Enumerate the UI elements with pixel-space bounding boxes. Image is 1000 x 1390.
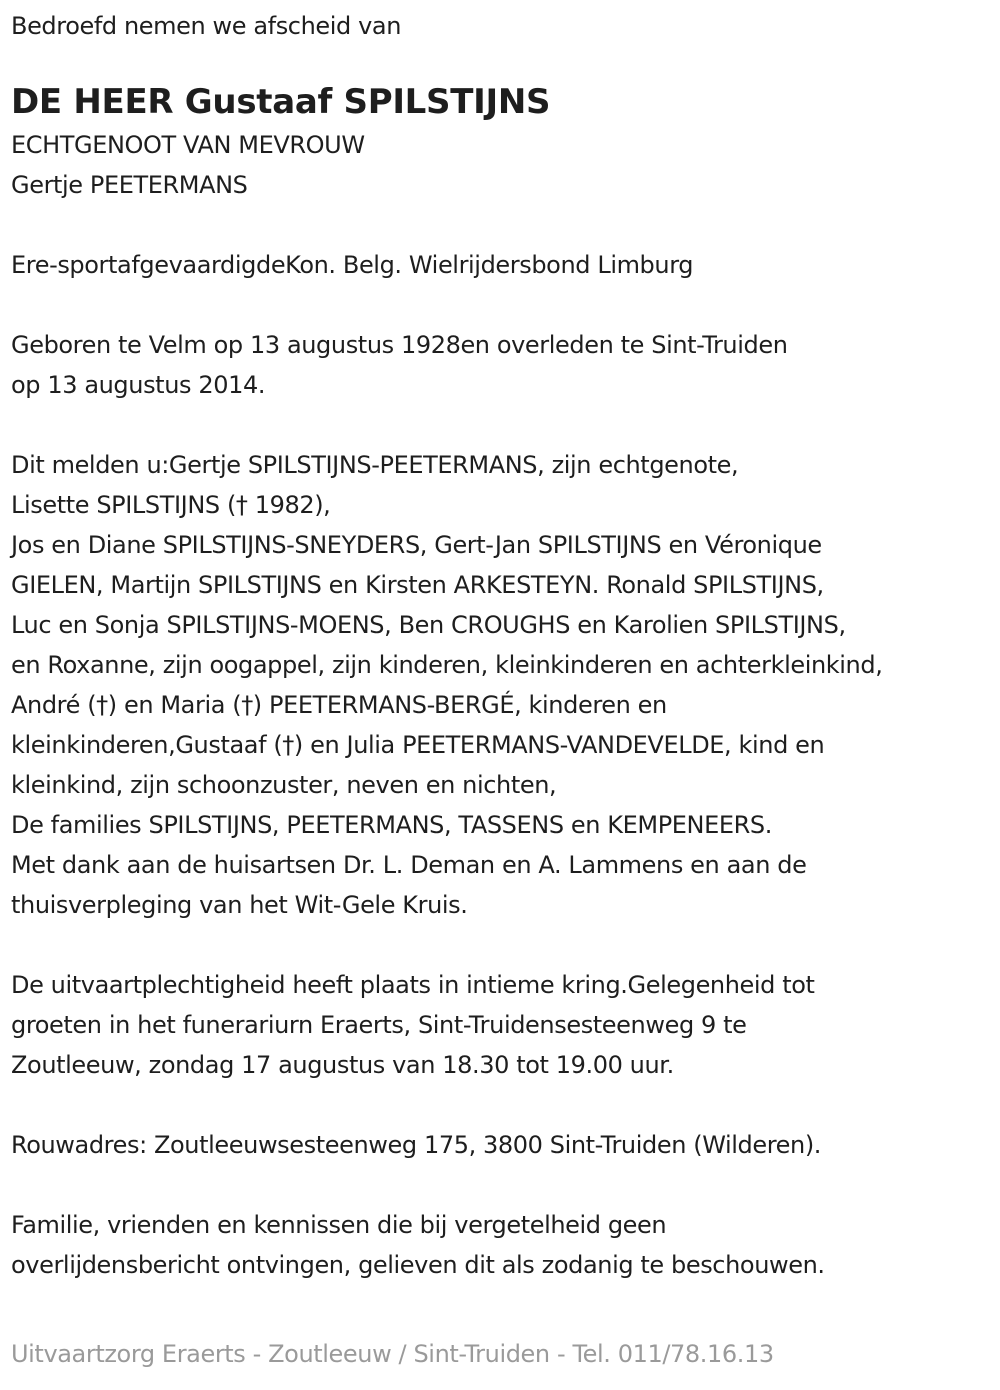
announcer-line: De families SPILSTIJNS, PEETERMANS, TASSENS en KEMPENEERS. — [11, 811, 772, 839]
announcer-line: kleinkind, zijn schoonzuster, neven en nichten, — [11, 771, 557, 799]
mourning-address: Rouwadres: Zoutleeuwsesteenweg 175, 3800 Sint-Truiden (Wilderen). — [11, 1131, 822, 1159]
closing-line: Familie, vrienden en kennissen die bij vergetelheid geen — [11, 1211, 667, 1239]
ceremony-line: groeten in het funerariurn Eraerts, Sint-Truidensesteenweg 9 te — [11, 1011, 747, 1039]
announcer-line: en Roxanne, zijn oogappel, zijn kinderen, kleinkinderen en achterkleinkind, — [11, 651, 883, 679]
honorary-title: Ere-sportafgevaardigdeKon. Belg. Wielrijdersbond Limburg — [11, 251, 694, 279]
announcer-line: Met dank aan de huisartsen Dr. L. Deman en A. Lammens en aan de — [11, 851, 807, 879]
announcer-line: Dit melden u:Gertje SPILSTIJNS-PEETERMANS, zijn echtgenote, — [11, 451, 739, 479]
spacer — [11, 405, 996, 445]
ceremony-line: De uitvaartplechtigheid heeft plaats in intieme kring.Gelegenheid tot — [11, 971, 815, 999]
announcer-line: André (†) en Maria (†) PEETERMANS-BERGÉ, kinderen en — [11, 691, 667, 719]
spacer — [11, 1085, 996, 1125]
ceremony-line: Zoutleeuw, zondag 17 augustus van 18.30 tot 19.00 uur. — [11, 1051, 674, 1079]
announcer-line: Luc en Sonja SPILSTIJNS-MOENS, Ben CROUGHS en Karolien SPILSTIJNS, — [11, 611, 846, 639]
spouse-line-1: ECHTGENOOT VAN MEVROUW — [11, 131, 365, 159]
announcer-line: thuisverpleging van het Wit-Gele Kruis. — [11, 891, 468, 919]
funeral-home-footer: Uitvaartzorg Eraerts - Zoutleeuw / Sint-Truiden - Tel. 011/78.16.13 — [11, 1340, 774, 1368]
deceased-name: DE HEER Gustaaf SPILSTIJNS — [11, 82, 551, 122]
birth-death-line: Geboren te Velm op 13 augustus 1928en overleden te Sint-Truiden — [11, 331, 788, 359]
announcer-line: Jos en Diane SPILSTIJNS-SNEYDERS, Gert-Jan SPILSTIJNS en Véronique — [11, 531, 822, 559]
announcer-line: Lisette SPILSTIJNS († 1982), — [11, 491, 331, 519]
intro-text: Bedroefd nemen we afscheid van — [11, 12, 402, 40]
death-notice — [11, 6, 996, 1285]
announcer-line: kleinkinderen,Gustaaf (†) en Julia PEETERMANS-VANDEVELDE, kind en — [11, 731, 825, 759]
spacer — [11, 1165, 996, 1205]
spouse-line-2: Gertje PEETERMANS — [11, 171, 248, 199]
closing-line: overlijdensbericht ontvingen, gelieven dit als zodanig te beschouwen. — [11, 1251, 825, 1279]
birth-death-line: op 13 augustus 2014. — [11, 371, 266, 399]
spacer — [11, 205, 996, 245]
announcer-line: GIELEN, Martijn SPILSTIJNS en Kirsten ARKESTEYN. Ronald SPILSTIJNS, — [11, 571, 824, 599]
spacer — [11, 925, 996, 965]
spacer — [11, 285, 996, 325]
